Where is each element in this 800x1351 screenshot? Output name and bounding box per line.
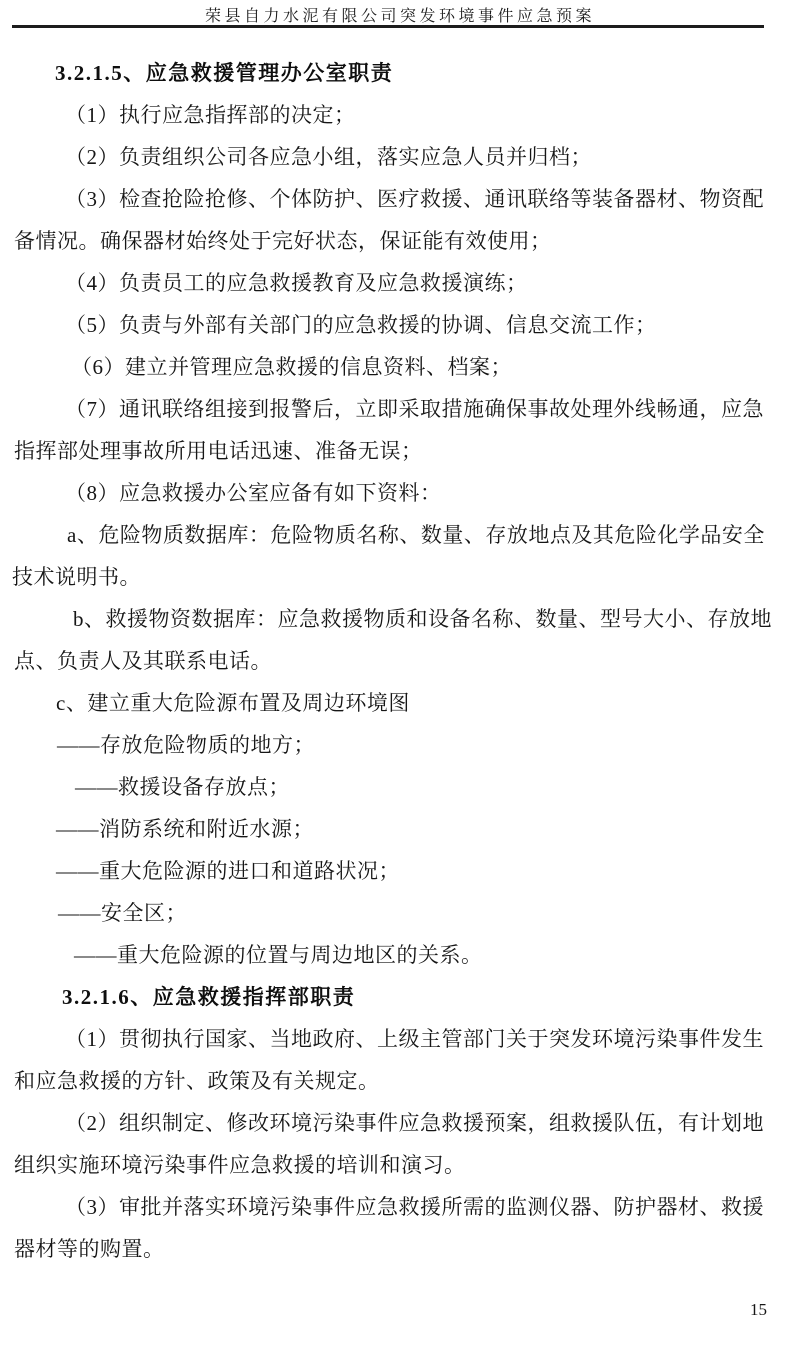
document-line: 指挥部处理事故所用电话迅速、准备无误； — [14, 439, 423, 463]
document-line: 组织实施环境污染事件应急救援的培训和演习。 — [14, 1153, 466, 1177]
document-line: ——消防系统和附近水源； — [56, 817, 314, 841]
section-heading: 3.2.1.6、应急救援指挥部职责 — [62, 985, 356, 1009]
document-line: ——存放危险物质的地方； — [57, 733, 315, 757]
document-line: （5）负责与外部有关部门的应急救援的协调、信息交流工作； — [65, 313, 657, 337]
document-line: ——重大危险源的位置与周边地区的关系。 — [74, 943, 483, 967]
document-line: （8）应急救援办公室应备有如下资料： — [65, 481, 442, 505]
document-line: 和应急救援的方针、政策及有关规定。 — [14, 1069, 380, 1093]
page-header-title: 荣县自力水泥有限公司突发环境事件应急预案 — [204, 8, 595, 25]
document-line: 点、负责人及其联系电话。 — [14, 649, 272, 673]
document-line: 技术说明书。 — [12, 565, 141, 589]
document-line: （3）审批并落实环境污染事件应急救援所需的监测仪器、防护器材、救援 — [65, 1195, 764, 1219]
page-number: 15 — [750, 1300, 767, 1319]
document-line: a、危险物质数据库：危险物质名称、数量、存放地点及其危险化学品安全 — [67, 523, 765, 547]
document-line: ——救援设备存放点； — [75, 775, 290, 799]
document-line: （6）建立并管理应急救援的信息资料、档案； — [71, 355, 512, 379]
document-line: （2）组织制定、修改环境污染事件应急救援预案，组救援队伍，有计划地 — [65, 1111, 764, 1135]
document-line: 备情况。确保器材始终处于完好状态，保证能有效使用； — [14, 229, 552, 253]
document-line: 器材等的购置。 — [14, 1237, 165, 1261]
document-line: ——重大危险源的进口和道路状况； — [56, 859, 400, 883]
section-heading: 3.2.1.5、应急救援管理办公室职责 — [55, 61, 394, 85]
document-line: （2）负责组织公司各应急小组，落实应急人员并归档； — [65, 145, 592, 169]
document-line: （7）通讯联络组接到报警后，立即采取措施确保事故处理外线畅通，应急 — [65, 397, 764, 421]
document-line: （1）贯彻执行国家、当地政府、上级主管部门关于突发环境污染事件发生 — [65, 1027, 764, 1051]
document-line: （1）执行应急指挥部的决定； — [65, 103, 356, 127]
document-line: （3）检查抢险抢修、个体防护、医疗救援、通讯联络等装备器材、物资配 — [65, 187, 764, 211]
document-line: c、建立重大危险源布置及周边环境图 — [56, 691, 410, 715]
document-line: b、救援物资数据库：应急救援物质和设备名称、数量、型号大小、存放地 — [73, 607, 772, 631]
document-line: （4）负责员工的应急救援教育及应急救援演练； — [65, 271, 528, 295]
document-line: ——安全区； — [58, 901, 187, 925]
